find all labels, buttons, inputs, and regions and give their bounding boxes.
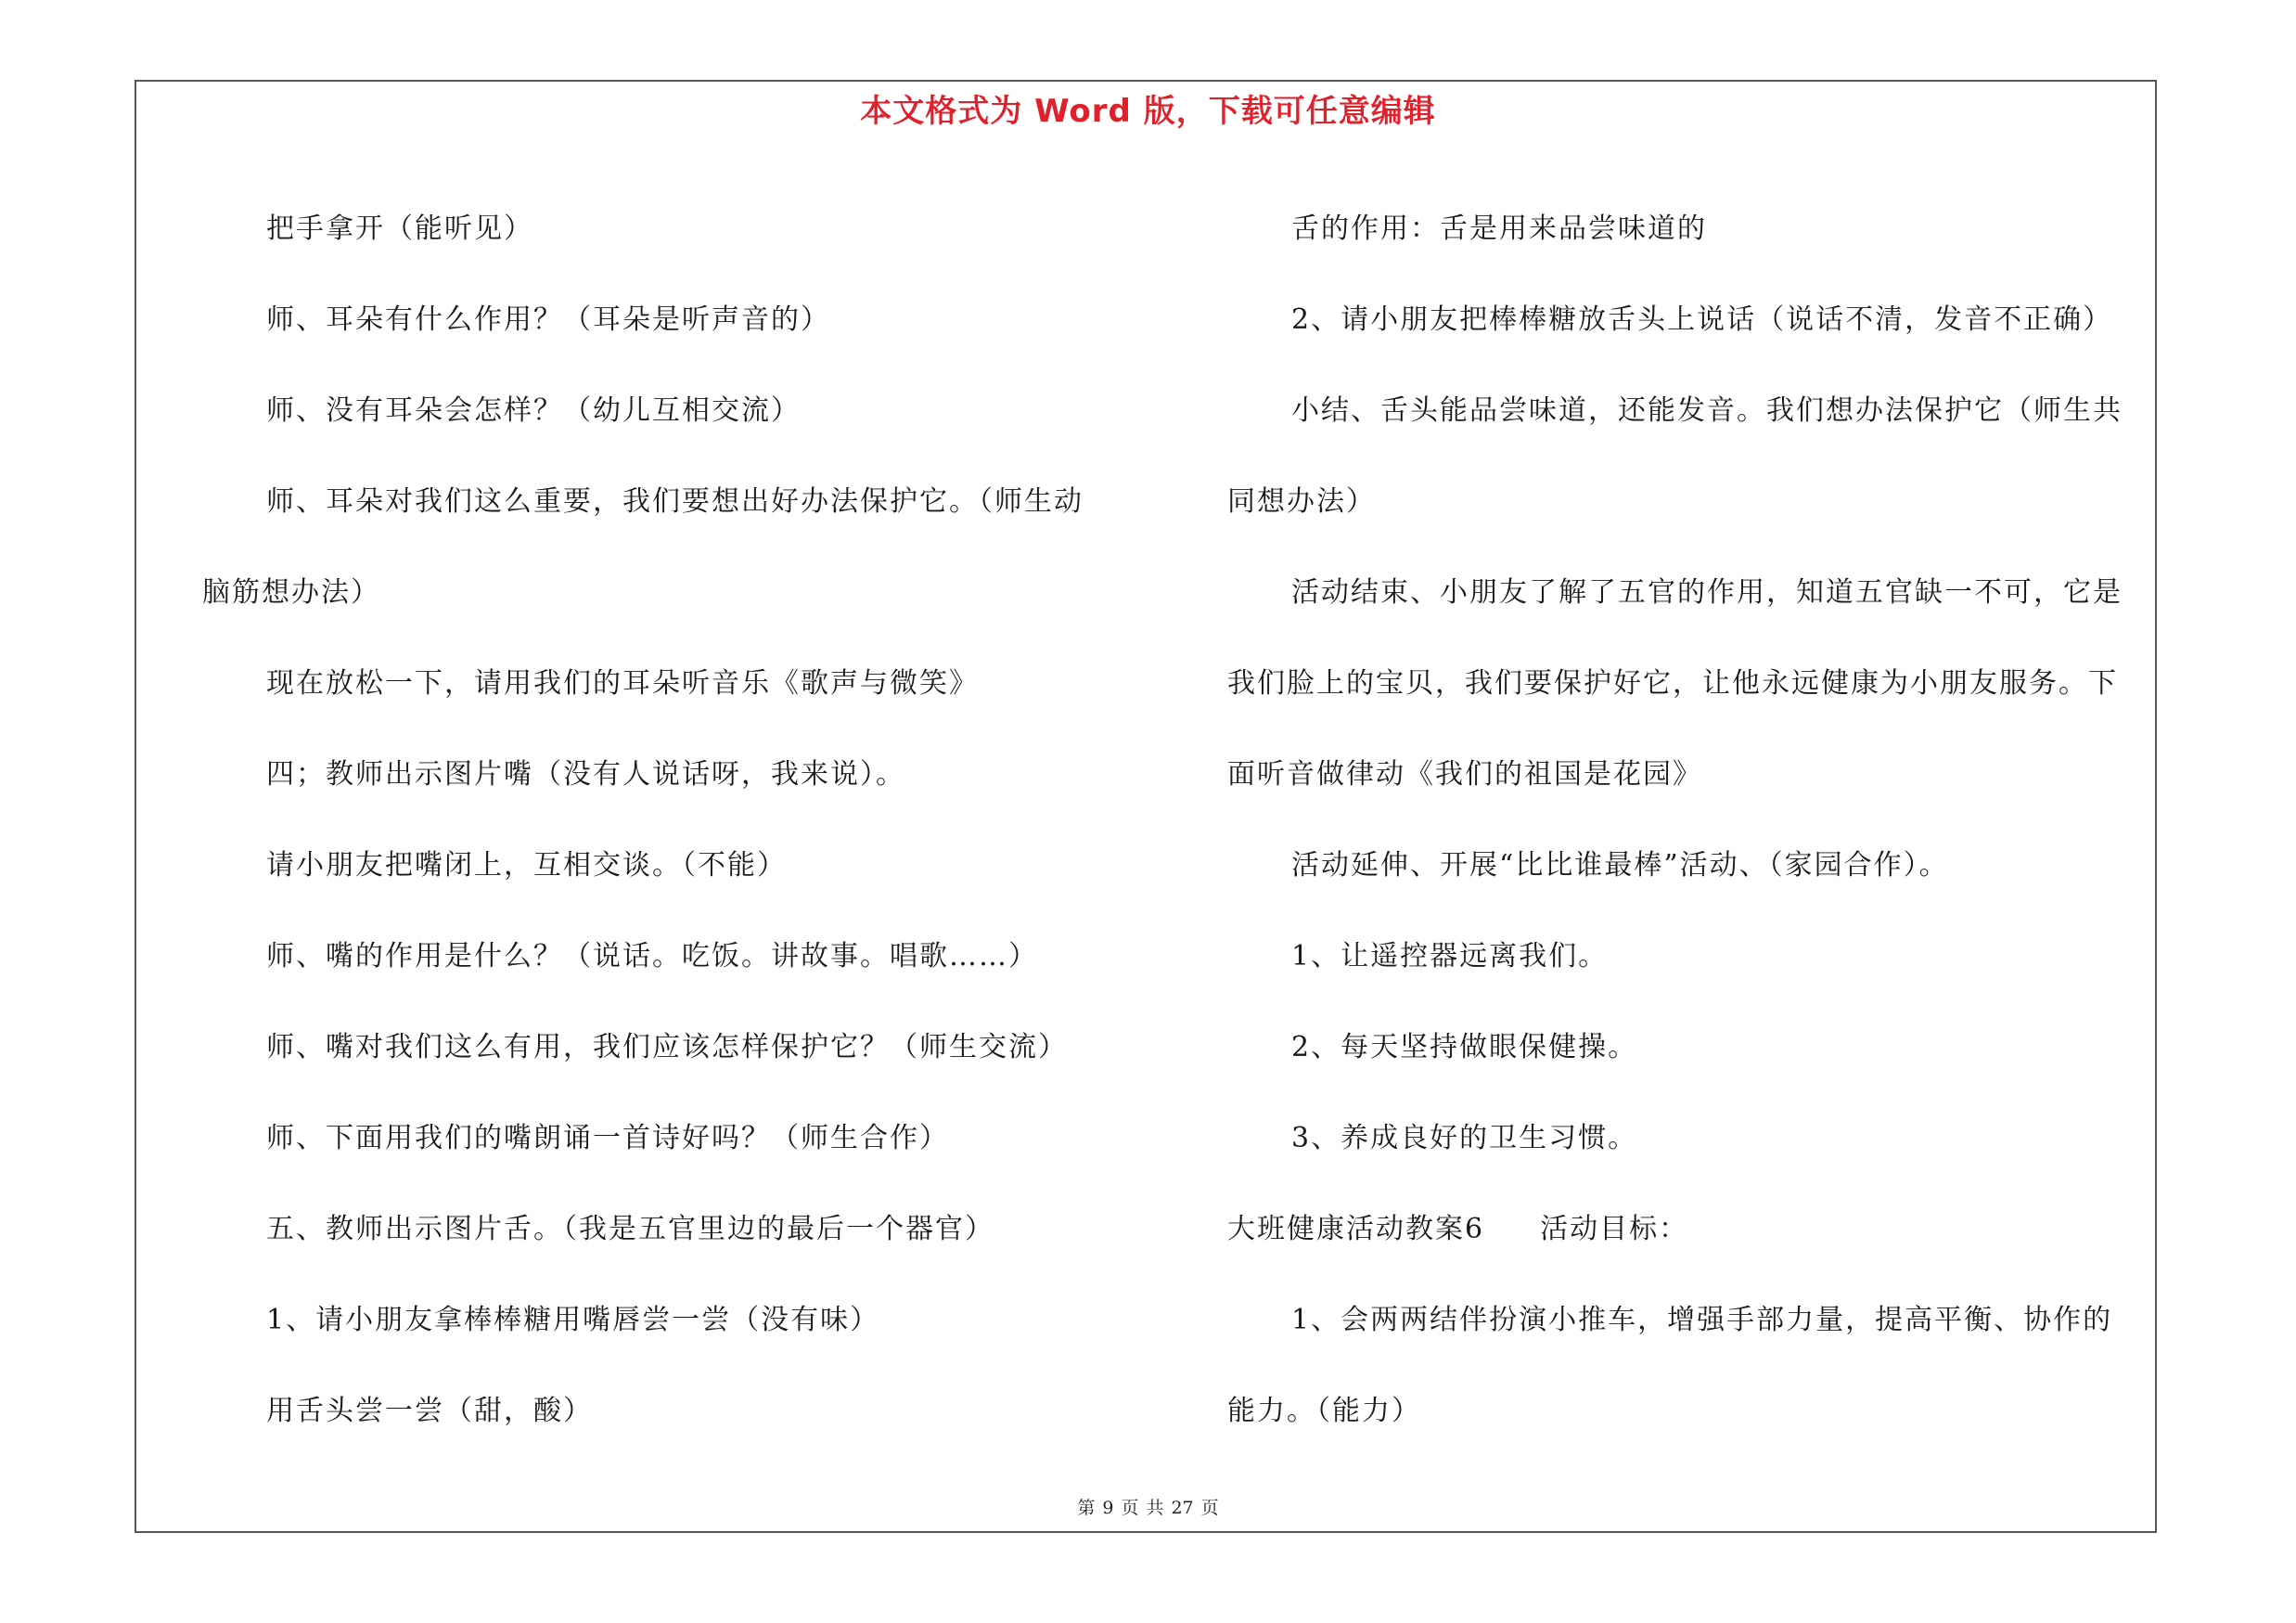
paragraph: 师、嘴对我们这么有用，我们应该怎样保护它？（师生交流） [266,1031,1068,1063]
footer-page-label: 页 [1121,1498,1139,1518]
right-column [1227,184,2155,1457]
paragraph: 1、会两两结伴扮演小推车，增强手部力量，提高平衡、协作的 [1291,1304,2113,1336]
paragraph: 师、耳朵有什么作用？（耳朵是听声音的） [266,303,830,336]
section-heading-line [1227,1184,2155,1275]
paragraph: 现在放松一下，请用我们的耳朵听音乐《歌声与微笑》 [266,667,979,700]
paragraph: 1、让遥控器远离我们。 [1291,940,1609,973]
footer-suffix: 页 [1200,1498,1219,1518]
paragraph: 2、每天坚持做眼保健操。 [1291,1031,1638,1063]
total-page-count: 27 [1171,1498,1194,1518]
left-column [202,184,1130,1457]
paragraph: 请小朋友把嘴闭上，互相交谈。（不能） [266,849,787,882]
footer-total-label: 共 [1146,1498,1164,1518]
paragraph: 舌的作用：舌是用来品尝味道的 [1291,213,1707,245]
paragraph: 用舌头尝一尝（甜，酸） [266,1395,593,1427]
footer-prefix: 第 [1077,1498,1096,1518]
section-title: 大班健康活动教案6 [1227,1213,1485,1245]
paragraph-continuation: 我们脸上的宝贝，我们要保护好它，让他永远健康为小朋友服务。下 [1227,667,2118,700]
paragraph: 3、养成良好的卫生习惯。 [1291,1122,1638,1154]
paragraph: 五、教师出示图片舌。（我是五官里边的最后一个器官） [266,1213,994,1245]
paragraph: 1、请小朋友拿棒棒糖用嘴唇尝一尝（没有味） [266,1304,880,1336]
paragraph: 活动延伸、开展“比比谁最棒”活动、（家园合作）。 [1291,849,1949,882]
paragraph: 2、请小朋友把棒棒糖放舌头上说话（说话不清，发音不正确） [1291,303,2113,336]
current-page-number: 9 [1102,1498,1114,1518]
paragraph-continuation: 脑筋想办法） [202,576,380,609]
paragraph-continuation: 能力。（能力） [1227,1395,1421,1427]
paragraph: 活动结束、小朋友了解了五官的作用，知道五官缺一不可，它是 [1291,576,2123,609]
format-banner: 本文格式为 Word 版，下载可任意编辑 [860,93,1436,130]
paragraph: 师、下面用我们的嘴朗诵一首诗好吗？（师生合作） [266,1122,949,1154]
paragraph: 师、没有耳朵会怎样？（幼儿互相交流） [266,394,801,427]
paragraph: 四；教师出示图片嘴（没有人说话呀，我来说）。 [266,758,905,791]
paragraph: 师、嘴的作用是什么？（说话。吃饭。讲故事。唱歌……） [266,940,1038,973]
page-footer [0,1494,2296,1519]
paragraph: 师、耳朵对我们这么重要，我们要想出好办法保护它。（师生动 [266,485,1084,518]
section-subtitle: 活动目标： [1540,1213,1689,1245]
paragraph: 把手拿开（能听见） [266,213,533,245]
paragraph: 小结、舌头能品尝味道，还能发音。我们想办法保护它（师生共 [1291,394,2123,427]
paragraph-continuation: 面听音做律动《我们的祖国是花园》 [1227,758,1702,791]
paragraph-continuation: 同想办法） [1227,485,1376,518]
